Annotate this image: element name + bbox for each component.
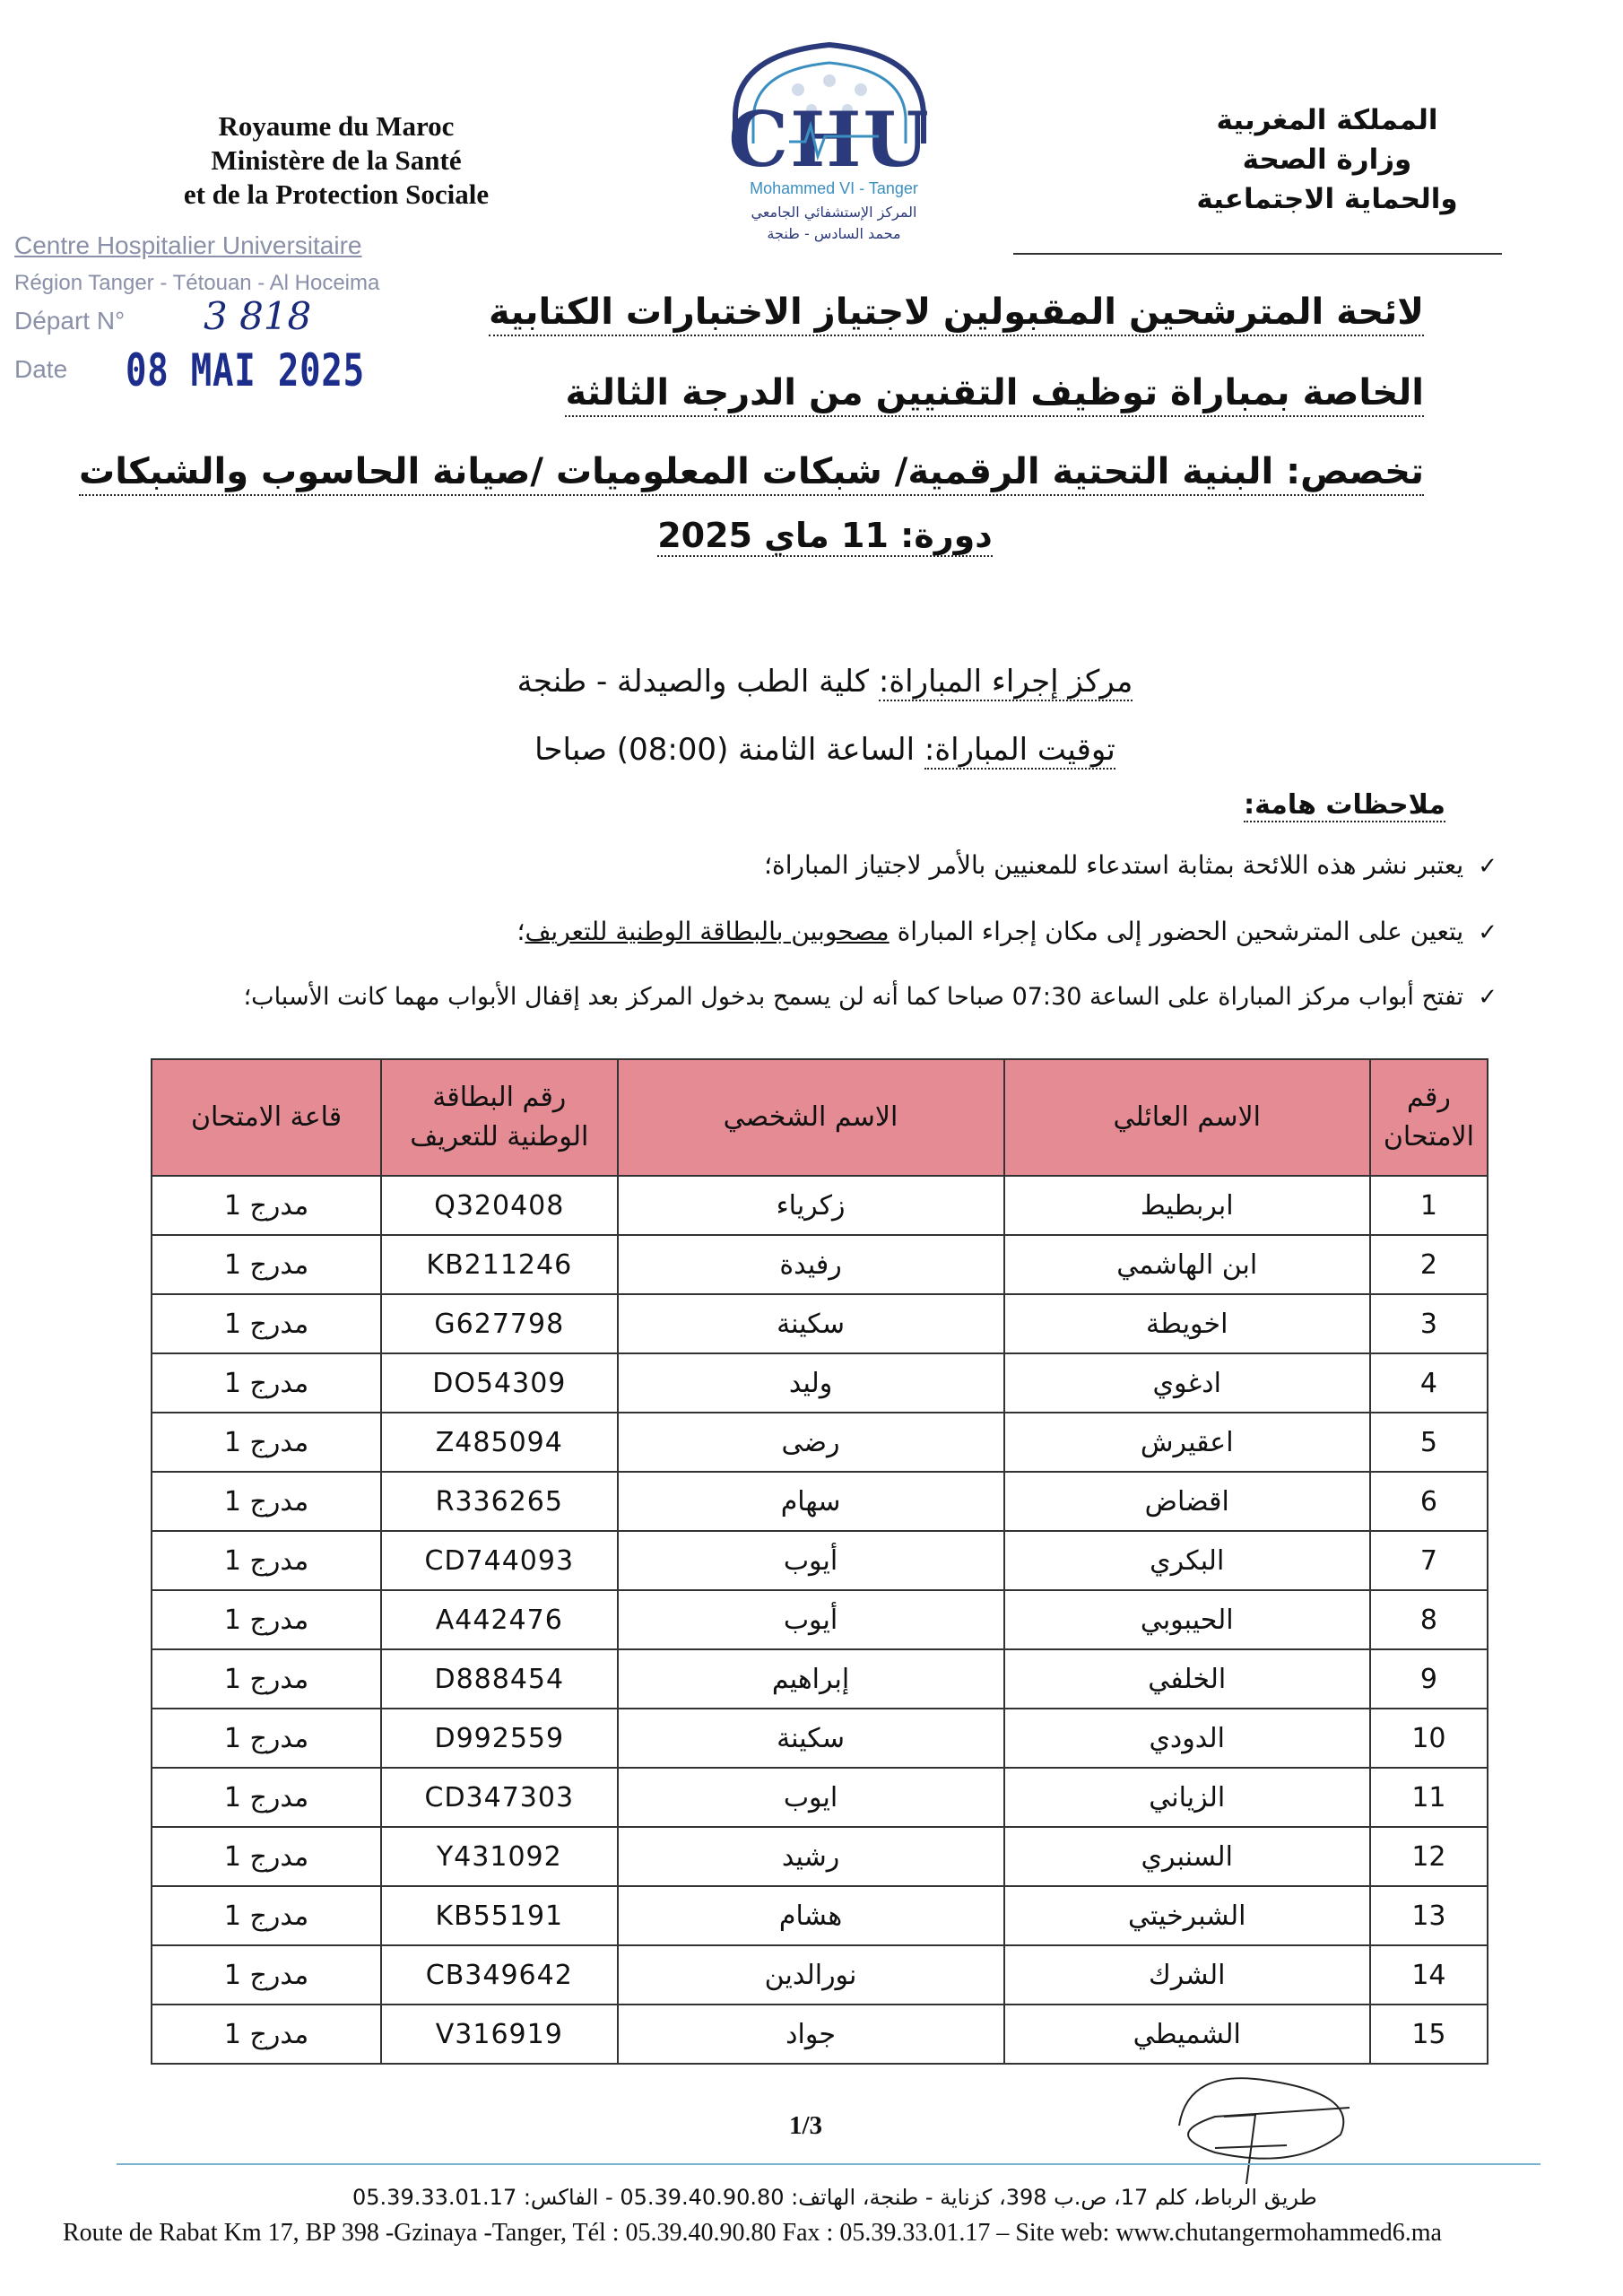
table-row	[152, 2005, 1488, 2064]
cell-family-name: الشرك	[1004, 1945, 1370, 2005]
cell-first-name: سكينة	[618, 1294, 1004, 1353]
cell-room: مدرج 1	[152, 1945, 381, 2005]
header-divider	[1013, 253, 1502, 255]
cell-room: مدرج 1	[152, 1649, 381, 1709]
check-icon: ✓	[1478, 919, 1497, 946]
cell-cin: CB349642	[381, 1945, 617, 2005]
cell-number: 5	[1370, 1413, 1488, 1472]
cell-first-name: زكرياء	[618, 1176, 1004, 1235]
cell-room: مدرج 1	[152, 1531, 381, 1590]
cell-room: مدرج 1	[152, 1294, 381, 1353]
header-family-name: الاسم العائلي	[1004, 1059, 1370, 1176]
header-fr-line-1: Royaume du Maroc	[218, 110, 455, 142]
cell-cin: Y431092	[381, 1827, 617, 1886]
cell-number: 3	[1370, 1294, 1488, 1353]
table-row	[152, 1768, 1488, 1827]
table-row	[152, 1945, 1488, 2005]
footer-address-arabic: طريق الرباط، كلم 17، ص.ب 398، كزناية - طنجة، الهاتف: 05.39.40.90.80 - الفاكس: 05.39.33.01.17	[352, 2185, 1317, 2210]
cell-first-name: رفيدة	[618, 1235, 1004, 1294]
cell-family-name: الدودي	[1004, 1709, 1370, 1768]
cell-first-name: جواد	[618, 2005, 1004, 2064]
session-value: 11 ماي 2025	[657, 516, 889, 555]
cell-first-name: هشام	[618, 1886, 1004, 1945]
cell-number: 8	[1370, 1590, 1488, 1649]
header-french-block	[135, 109, 538, 212]
signature	[1161, 2063, 1385, 2197]
cell-family-name: ابربطيط	[1004, 1176, 1370, 1235]
title-line-1: لائحة المترشحين المقبولين لاجتياز الاختبارات الكتابية	[133, 285, 1424, 339]
check-icon: ✓	[1478, 984, 1497, 1011]
cell-cin: KB55191	[381, 1886, 617, 1945]
stamp-line-1: Centre Hospitalier Universitaire	[14, 231, 362, 259]
cell-first-name: أيوب	[618, 1590, 1004, 1649]
logo-subtitle-ar-1: المركز الإستشفائي الجامعي	[751, 204, 917, 221]
cell-cin: CD347303	[381, 1768, 617, 1827]
cell-first-name: رشيد	[618, 1827, 1004, 1886]
header-cin: رقم البطاقة الوطنية للتعريف	[381, 1059, 617, 1176]
notes-title: ملاحظات هامة:	[1244, 789, 1445, 821]
cell-number: 9	[1370, 1649, 1488, 1709]
cell-number: 6	[1370, 1472, 1488, 1531]
table-row	[152, 1413, 1488, 1472]
stamp-depart-label: Départ N°	[14, 307, 126, 335]
cell-cin: CD744093	[381, 1531, 617, 1590]
cell-cin: Q320408	[381, 1176, 617, 1235]
cell-room: مدرج 1	[152, 1353, 381, 1413]
table-row	[152, 1531, 1488, 1590]
note-item-2	[517, 917, 1497, 946]
table-body	[152, 1176, 1488, 2064]
cell-room: مدرج 1	[152, 1413, 381, 1472]
cell-number: 1	[1370, 1176, 1488, 1235]
header-ar-line-3: والحماية الاجتماعية	[1196, 183, 1458, 215]
note-2-text-underlined: مصحوبين بالبطاقة الوطنية للتعريف	[525, 917, 890, 946]
session-label: دورة:	[900, 516, 993, 555]
header-fr-line-2: Ministère de la Santé	[211, 144, 462, 176]
cell-first-name: رضى	[618, 1413, 1004, 1472]
title-line-2: الخاصة بمباراة توظيف التقنيين من الدرجة الثالثة	[133, 366, 1424, 420]
session-line	[556, 516, 1094, 555]
cell-family-name: اخويطة	[1004, 1294, 1370, 1353]
cell-first-name: سكينة	[618, 1709, 1004, 1768]
cell-family-name: اقضاض	[1004, 1472, 1370, 1531]
logo-subtitle-ar-2: محمد السادس - طنجة	[767, 225, 901, 242]
cell-number: 4	[1370, 1353, 1488, 1413]
table-row	[152, 1294, 1488, 1353]
page-number: 1/3	[789, 2111, 823, 2140]
cell-cin: R336265	[381, 1472, 617, 1531]
table-row	[152, 1709, 1488, 1768]
note-1-text: يعتبر نشر هذه اللائحة بمثابة استدعاء للمعنيين بالأمر لاجتياز المباراة؛	[764, 850, 1464, 880]
logo-subtitle-fr: Mohammed VI - Tanger	[750, 179, 918, 197]
table-row	[152, 1827, 1488, 1886]
footer-address-french: Route de Rabat Km 17, BP 398 -Gzinaya -Tanger, Tél : 05.39.40.90.80 Fax : 05.39.33.01.17 – Site web: www.chutangermohammed6.ma	[63, 2219, 1442, 2247]
cell-family-name: الحيبوبي	[1004, 1590, 1370, 1649]
cell-cin: Z485094	[381, 1413, 617, 1472]
note-item-1	[764, 850, 1497, 880]
cell-cin: V316919	[381, 2005, 617, 2064]
cell-cin: KB211246	[381, 1235, 617, 1294]
cell-cin: A442476	[381, 1590, 617, 1649]
cell-number: 11	[1370, 1768, 1488, 1827]
cell-family-name: الزياني	[1004, 1768, 1370, 1827]
cell-family-name: السنبري	[1004, 1827, 1370, 1886]
cell-family-name: ابن الهاشمي	[1004, 1235, 1370, 1294]
note-item-3	[244, 983, 1497, 1011]
table-row	[152, 1353, 1488, 1413]
cell-number: 7	[1370, 1531, 1488, 1590]
cell-room: مدرج 1	[152, 1886, 381, 1945]
cell-family-name: الشميطي	[1004, 2005, 1370, 2064]
venue-value: كلية الطب والصيدلة - طنجة	[516, 664, 870, 700]
timing-line	[377, 732, 1273, 768]
timing-label: توقيت المباراة:	[924, 732, 1115, 768]
table-row	[152, 1590, 1488, 1649]
cell-first-name: أيوب	[618, 1531, 1004, 1590]
cell-room: مدرج 1	[152, 1235, 381, 1294]
table-row	[152, 1235, 1488, 1294]
cell-number: 12	[1370, 1827, 1488, 1886]
cell-number: 15	[1370, 2005, 1488, 2064]
table-row	[152, 1886, 1488, 1945]
venue-line	[377, 664, 1273, 700]
cell-family-name: الشبرخيتي	[1004, 1886, 1370, 1945]
table-row	[152, 1472, 1488, 1531]
check-icon: ✓	[1478, 853, 1497, 880]
header-first-name: الاسم الشخصي	[618, 1059, 1004, 1176]
cell-cin: G627798	[381, 1294, 617, 1353]
table-row	[152, 1176, 1488, 1235]
chu-logo	[699, 36, 959, 251]
cell-cin: DO54309	[381, 1353, 617, 1413]
header-ar-line-2: وزارة الصحة	[1242, 144, 1412, 176]
cell-room: مدرج 1	[152, 1768, 381, 1827]
cell-first-name: وليد	[618, 1353, 1004, 1413]
cell-family-name: الخلفي	[1004, 1649, 1370, 1709]
header-fr-line-3: et de la Protection Sociale	[183, 178, 490, 210]
header-ar-line-1: المملكة المغربية	[1216, 104, 1438, 136]
cell-cin: D888454	[381, 1649, 617, 1709]
cell-room: مدرج 1	[152, 1472, 381, 1531]
candidates-table	[151, 1058, 1488, 2065]
title-line-3: تخصص: البنية التحتية الرقمية/ شبكات المعلوميات /صيانة الحاسوب والشبكات	[133, 445, 1424, 499]
header-number: رقم الامتحان	[1370, 1059, 1488, 1176]
cell-number: 2	[1370, 1235, 1488, 1294]
stamp-date-value: 08 MAI 2025	[126, 344, 365, 396]
cell-room: مدرج 1	[152, 1827, 381, 1886]
cell-room: مدرج 1	[152, 1709, 381, 1768]
cell-first-name: نورالدين	[618, 1945, 1004, 2005]
note-2-text-before: يتعين على المترشحين الحضور إلى مكان إجراء المباراة	[897, 917, 1464, 946]
note-3-text: تفتح أبواب مركز المباراة على الساعة 07:30 صباحا كما أنه لن يسمح بدخول المركز بعد إقفال الأبواب مهما كانت الأسباب؛	[243, 983, 1464, 1011]
footer-divider	[117, 2163, 1541, 2165]
cell-number: 14	[1370, 1945, 1488, 2005]
cell-room: مدرج 1	[152, 1176, 381, 1235]
timing-value: الساعة الثامنة (08:00) صباحا	[534, 732, 916, 768]
cell-first-name: سهام	[618, 1472, 1004, 1531]
stamp-line-2: Région Tanger - Tétouan - Al Hoceima	[14, 271, 380, 295]
header-arabic-block	[1166, 100, 1488, 219]
note-2-text-after: ؛	[516, 917, 525, 946]
cell-family-name: ادغوي	[1004, 1353, 1370, 1413]
logo-brand-text: CHU	[728, 95, 931, 184]
cell-first-name: ايوب	[618, 1768, 1004, 1827]
cell-cin: D992559	[381, 1709, 617, 1768]
cell-number: 13	[1370, 1886, 1488, 1945]
header-room: قاعة الامتحان	[152, 1059, 381, 1176]
cell-first-name: إبراهيم	[618, 1649, 1004, 1709]
cell-family-name: اعقيرش	[1004, 1413, 1370, 1472]
cell-number: 10	[1370, 1709, 1488, 1768]
cell-room: مدرج 1	[152, 1590, 381, 1649]
cell-family-name: البكري	[1004, 1531, 1370, 1590]
stamp-depart-number: 3 818	[204, 294, 312, 338]
table-row	[152, 1649, 1488, 1709]
table-header-row	[152, 1059, 1488, 1176]
cell-room: مدرج 1	[152, 2005, 381, 2064]
stamp-date-label: Date	[14, 355, 68, 383]
venue-label: مركز إجراء المباراة:	[878, 664, 1133, 700]
